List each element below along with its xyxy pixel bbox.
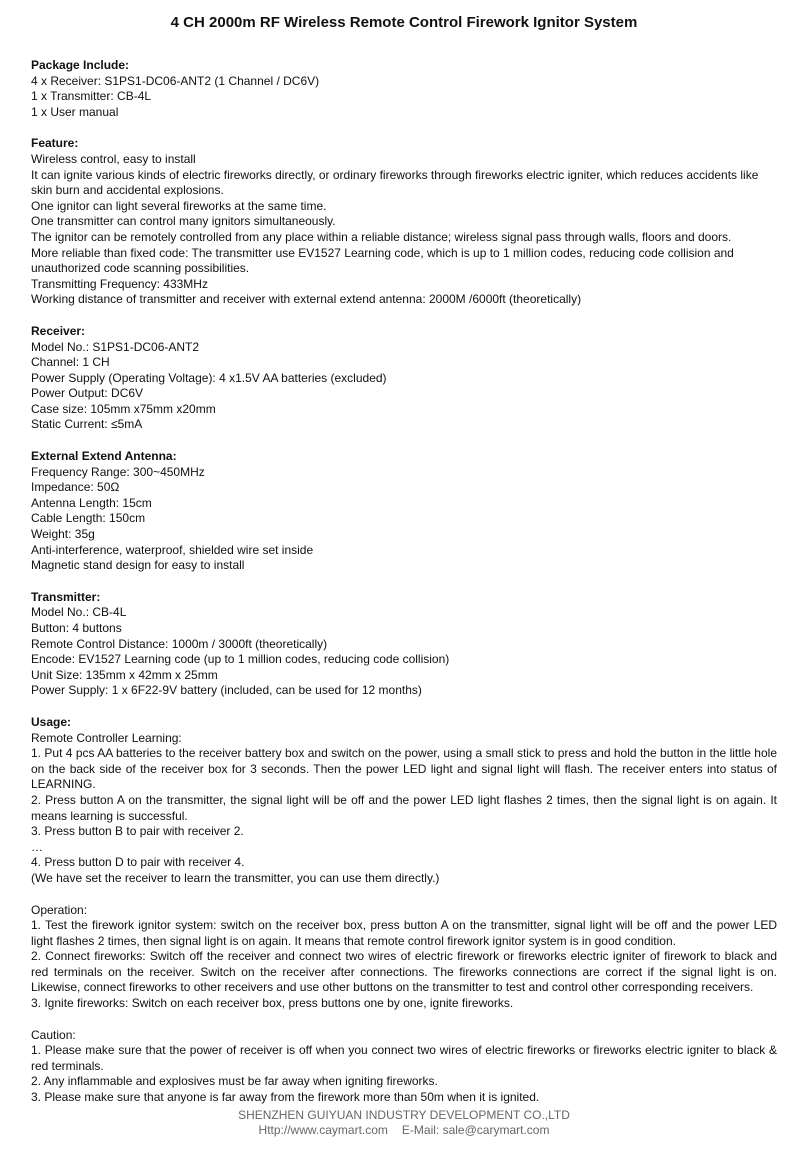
- antenna-heading: External Extend Antenna:: [31, 449, 177, 464]
- antenna-line: Impedance: 50Ω: [31, 480, 120, 495]
- receiver-line: Model No.: S1PS1-DC06-ANT2: [31, 339, 200, 354]
- feature-line: Transmitting Frequency: 433MHz: [31, 276, 208, 291]
- feature-line: Working distance of transmitter and receiver with external extend antenna: 2000M /6000ft (theoretically): [31, 292, 582, 307]
- feature-heading: Feature:: [31, 136, 79, 151]
- caution-heading: Caution:: [31, 1027, 76, 1042]
- feature-line: One ignitor can light several fireworks at the same time.: [31, 198, 327, 213]
- operation-heading: Operation:: [31, 902, 88, 917]
- transmitter-line: Remote Control Distance: 1000m / 3000ft (theoretically): [31, 636, 328, 651]
- receiver-line: Case size: 105mm x75mm x20mm: [31, 401, 216, 416]
- receiver-line: Channel: 1 CH: [31, 355, 110, 370]
- receiver-heading: Receiver:: [31, 323, 86, 338]
- usage-line: Remote Controller Learning:: [31, 730, 182, 745]
- receiver-section: [31, 324, 777, 433]
- footer: [0, 1108, 808, 1138]
- transmitter-section: [31, 590, 777, 699]
- feature-line: It can ignite various kinds of electric fireworks directly, or ordinary fireworks through fireworks electric igniter, which reduces accidents like skin burn and accidental explosions.: [31, 167, 759, 198]
- transmitter-heading: Transmitter:: [31, 589, 101, 604]
- usage-line: (We have set the receiver to learn the transmitter, you can use them directly.): [31, 870, 440, 885]
- operation-line: 1. Test the firework ignitor system: switch on the receiver box, press button A on the transmitter, signal light will be off and the power LED light flashes 2 times, then signal light is on again. It means that remote control firework ignitor system is in good condition.: [31, 918, 777, 948]
- usage-section: [31, 715, 777, 887]
- feature-section: [31, 136, 777, 308]
- antenna-line: Antenna Length: 15cm: [31, 495, 152, 510]
- transmitter-line: Power Supply: 1 x 6F22-9V battery (included, can be used for 12 months): [31, 683, 422, 698]
- caution-line: 3. Please make sure that anyone is far away from the firework more than 50m when it is ignited.: [31, 1090, 540, 1105]
- antenna-section: [31, 449, 777, 574]
- caution-section: [31, 1028, 777, 1106]
- antenna-line: Anti-interference, waterproof, shielded wire set inside: [31, 542, 314, 557]
- receiver-line: Power Output: DC6V: [31, 386, 144, 401]
- package-line: 1 x User manual: [31, 104, 119, 119]
- operation-line: 3. Ignite fireworks: Switch on each receiver box, press buttons one by one, ignite fireworks.: [31, 996, 514, 1011]
- transmitter-line: Model No.: CB-4L: [31, 605, 127, 620]
- usage-line: 4. Press button D to pair with receiver 4.: [31, 855, 245, 870]
- caution-line: 2. Any inflammable and explosives must be far away when igniting fireworks.: [31, 1074, 438, 1089]
- package-section: [31, 58, 777, 120]
- antenna-line: Frequency Range: 300~450MHz: [31, 464, 205, 479]
- document-page: [31, 14, 777, 1122]
- footer-website: Http://www.caymart.com: [258, 1122, 388, 1137]
- package-line: 4 x Receiver: S1PS1-DC06-ANT2 (1 Channel / DC6V): [31, 73, 320, 88]
- usage-heading: Usage:: [31, 714, 72, 729]
- usage-line: …: [31, 839, 43, 854]
- antenna-line: Magnetic stand design for easy to install: [31, 558, 245, 573]
- package-line: 1 x Transmitter: CB-4L: [31, 89, 152, 104]
- transmitter-line: Encode: EV1527 Learning code (up to 1 million codes, reducing code collision): [31, 652, 450, 667]
- receiver-line: Power Supply (Operating Voltage): 4 x1.5V AA batteries (excluded): [31, 370, 387, 385]
- antenna-line: Weight: 35g: [31, 527, 95, 542]
- transmitter-line: Unit Size: 135mm x 42mm x 25mm: [31, 667, 218, 682]
- usage-line: 1. Put 4 pcs AA batteries to the receiver battery box and switch on the power, using a small stick to press and hold the button in the little hole on the back side of the receiver box for 3 seconds. Then the power LED light and signal light will flash. The receiver enters into status of LEARNING.: [31, 746, 777, 792]
- feature-line: One transmitter can control many ignitors simultaneously.: [31, 214, 336, 229]
- page-title: 4 CH 2000m RF Wireless Remote Control Firework Ignitor System: [170, 14, 638, 31]
- operation-section: [31, 903, 777, 1012]
- footer-company: SHENZHEN GUIYUAN INDUSTRY DEVELOPMENT CO.,LTD: [238, 1108, 570, 1122]
- transmitter-line: Button: 4 buttons: [31, 621, 122, 635]
- package-heading: Package Include:: [31, 58, 130, 72]
- footer-contact: [0, 1123, 808, 1138]
- antenna-line: Cable Length: 150cm: [31, 511, 146, 526]
- feature-line: More reliable than fixed code: The transmitter use EV1527 Learning code, which is up to 1 million codes, reducing code collision and unauthorized code scanning possibilities.: [31, 245, 734, 276]
- receiver-line: Static Current: ≤5mA: [31, 417, 143, 432]
- feature-line: The ignitor can be remotely controlled from any place within a reliable distance; wireless signal pass through walls, floors and doors.: [31, 229, 732, 244]
- caution-line: 1. Please make sure that the power of receiver is off when you connect two wires of electric fireworks or fireworks electric igniter to black & red terminals.: [31, 1043, 777, 1073]
- feature-line: Wireless control, easy to install: [31, 151, 196, 166]
- footer-email: E-Mail: sale@carymart.com: [401, 1122, 550, 1137]
- operation-line: 2. Connect fireworks: Switch off the receiver and connect two wires of electric firework or fireworks electric igniter of firework to black and red terminals on the receiver. Switch on the receiver after connections. The fireworks connections are correct if the signal light is on. Likewise, connect fireworks to other receivers and use other buttons on the transmitter to test and control other corresponding receivers.: [31, 949, 777, 995]
- usage-line: 2. Press button A on the transmitter, the signal light will be off and the power LED light flashes 2 times, then the signal light is on again. It means learning is successful.: [31, 792, 777, 823]
- usage-line: 3. Press button B to pair with receiver 2.: [31, 824, 244, 839]
